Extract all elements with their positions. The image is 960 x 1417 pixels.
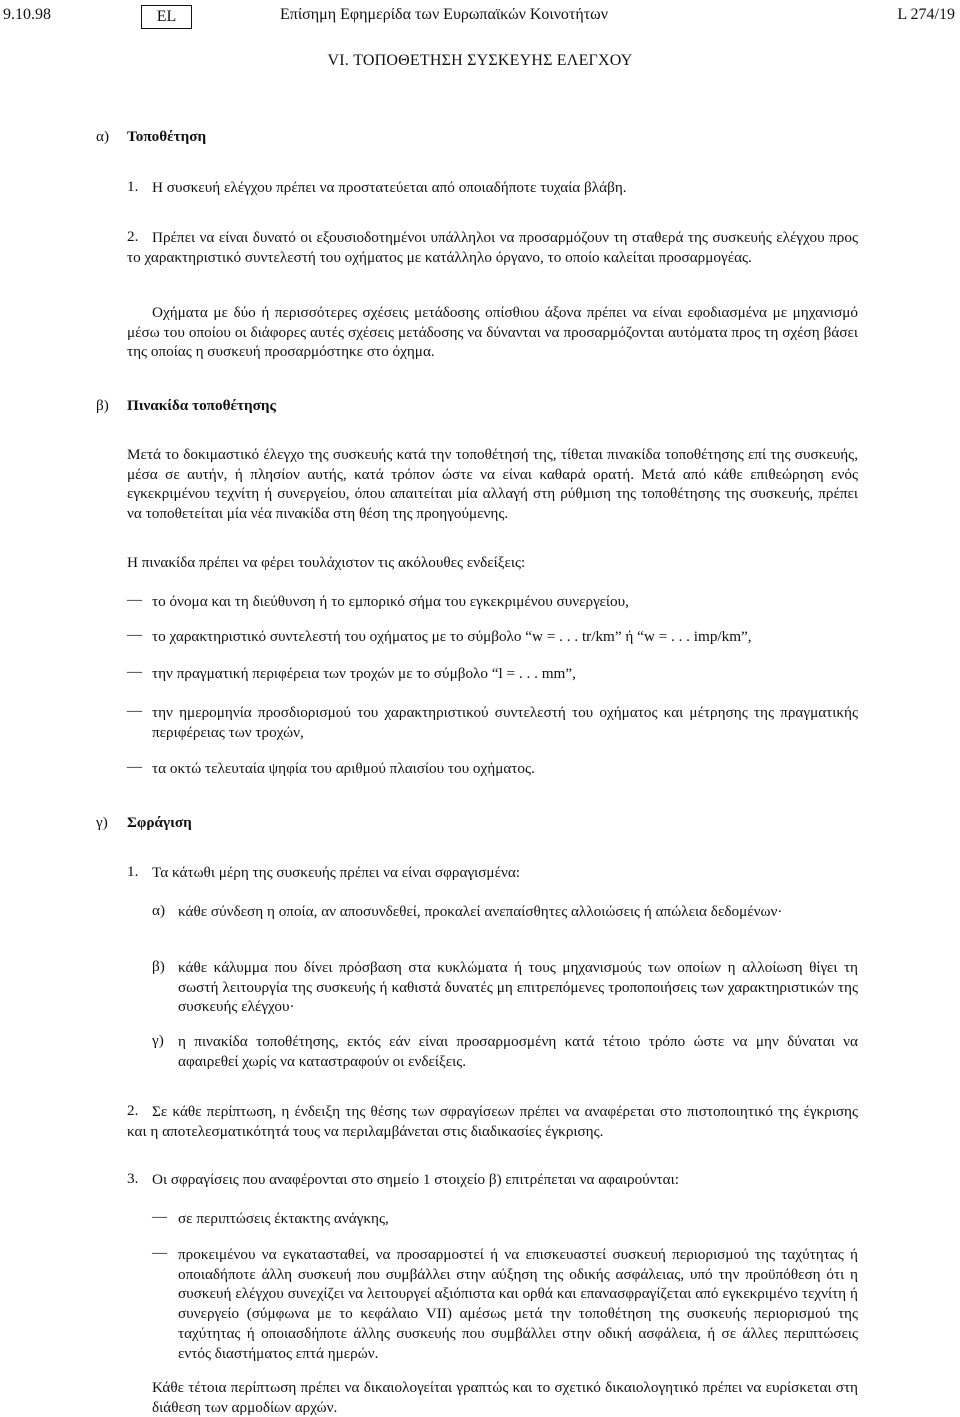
c-sub-a-label: α): [152, 902, 166, 919]
c-item-2-number: 2.: [127, 1102, 139, 1119]
section-b-label: β): [96, 397, 109, 414]
b-item-2-dash: —: [127, 627, 142, 643]
b-item-1: το όνομα και τη διεύθυνση ή το εμπορικό σήμα του εγκεκριμένου συνεργείου,: [152, 593, 629, 610]
c-closing-paragraph: Κάθε τέτοια περίπτωση πρέπει να δικαιολογείται γραπτώς και το σχετικό δικαιολογητικό πρέπει να ευρίσκεται στη διάθεση των αρμοδίων αρχών.: [152, 1379, 858, 1416]
c-item-1-number: 1.: [127, 863, 139, 880]
section-a-label: α): [96, 128, 110, 145]
c-item-3-number: 3.: [127, 1170, 139, 1187]
b-item-4-dash: —: [127, 703, 142, 719]
section-a-heading: Τοποθέτηση: [127, 128, 207, 145]
c-sub-b-label: β): [152, 958, 165, 975]
section-c-heading: Σφράγιση: [127, 814, 192, 831]
publication-date: 9.10.98: [3, 6, 51, 23]
a-item-1-number: 1.: [127, 178, 139, 195]
section-title: VI. ΤΟΠΟΘΕΤΗΣΗ ΣΥΣΚΕΥΗΣ ΕΛΕΓΧΟΥ: [327, 52, 633, 69]
page-reference: L 274/19: [897, 6, 955, 23]
b-item-3-dash: —: [127, 664, 142, 680]
a-item-2-paragraph-2: Οχήματα με δύο ή περισσότερες σχέσεις μετάδοσης οπίσθιου άξονα πρέπει να είναι εφοδιασμένα με μηχανισμό μέσω του οποίου οι διάφορες αυτές σχέσεις μετάδοσης να δύνανται να προσαρμόζονται αυτόματα προς τη σχέση βάσει της οποίας η συσκευή προσαρμόστηκε στο όχημα.: [127, 304, 858, 361]
page-header: [0, 4, 960, 30]
c-item-3-case-2: προκειμένου να εγκατασταθεί, να προσαρμοστεί ή να επισκευαστεί συσκευή περιορισμού της ταχύτητας ή οποιαδήποτε άλλη συσκευή που συμβάλλει στην αύξηση της οδικής ασφάλειας, υπό την προϋπόθεση ότι η συσκευή ελέγχου συνεχίζει να λειτουργεί αξιόπιστα και ορθά και επανασφραγίζεται από εγκεκριμένο τεχνίτη ή συνεργείο (σύμφωνα με το κεφάλαιο VII) αμέσως μετά την τοποθέτηση της συσκευής περιορισμού της ταχύτητας ή οποιασδήποτε άλλης συσκευής που συμβάλλει στην οδική ασφάλεια, ή σε άλλες περιπτώσεις εντός διαστήματος επτά ημερών.: [178, 1246, 858, 1362]
c-item-3-text: Οι σφραγίσεις που αναφέρονται στο σημείο 1 στοιχείο β) επιτρέπεται να αφαιρούνται:: [152, 1171, 679, 1188]
c-item-3-case-1: σε περιπτώσεις έκτακτης ανάγκης,: [178, 1210, 389, 1227]
c-sub-a-text: κάθε σύνδεση η οποία, αν αποσυνδεθεί, προκαλεί ανεπαίσθητες αλλοιώσεις ή απώλεια δεδομένων·: [178, 903, 783, 920]
b-item-5: τα οκτώ τελευταία ψηφία του αριθμού πλαισίου του οχήματος.: [152, 760, 535, 777]
b-item-5-dash: —: [127, 759, 142, 775]
a-item-1-text: Η συσκευή ελέγχου πρέπει να προστατεύεται από οποιαδήποτε τυχαία βλάβη.: [152, 179, 627, 196]
journal-title: Επίσημη Εφημερίδα των Ευρωπαϊκών Κοινοτήτων: [280, 6, 608, 23]
c-sub-c-text: η πινακίδα τοποθέτησης, εκτός εάν είναι προσαρμοσμένη κατά τέτοιο τρόπο ώστε να μην δύναται να αφαιρεθεί χωρίς να καταστραφούν οι ενδείξεις.: [178, 1033, 858, 1070]
c-item-2-text: Σε κάθε περίπτωση, η ένδειξη της θέσης των σφραγίσεων πρέπει να αναφέρεται στο πιστοποιητικό της έγκρισης και η αποτελεσματικότητά τους να περιλαμβάνεται στις διαδικασίες έγκρισης.: [127, 1103, 858, 1140]
section-b-heading: Πινακίδα τοποθέτησης: [127, 397, 276, 414]
c-item-3-dash-2: —: [152, 1245, 167, 1261]
c-item-1-text: Τα κάτωθι μέρη της συσκευής πρέπει να είναι σφραγισμένα:: [152, 864, 520, 881]
b-item-1-dash: —: [127, 592, 142, 608]
b-item-4: την ημερομηνία προσδιορισμού του χαρακτηριστικού συντελεστή του οχήματος και μέτρησης της πραγματικής περιφέρειας των τροχών,: [152, 704, 858, 741]
a-item-2-number: 2.: [127, 228, 139, 245]
b-paragraph-2: Η πινακίδα πρέπει να φέρει τουλάχιστον τις ακόλουθες ενδείξεις:: [127, 554, 526, 571]
c-sub-c-label: γ): [152, 1032, 164, 1049]
b-item-3: την πραγματική περιφέρεια των τροχών με το σύμβολο “l = . . . mm”,: [152, 665, 576, 682]
c-sub-b-text: κάθε κάλυμμα που δίνει πρόσβαση στα κυκλώματα ή τους μηχανισμούς των οποίων η αλλοίωση θίγει τη σωστή λειτουργία της συσκευής ή καθιστά δυνατές μη επιτρεπόμενες τροποποιήσεις των χαρακτηριστικών της συσκευής ελέγχου·: [178, 959, 858, 1016]
b-item-2: το χαρακτηριστικό συντελεστή του οχήματος με το σύμβολο “w = . . . tr/km” ή “w = . . . imp/km”,: [152, 628, 752, 645]
section-c-label: γ): [96, 814, 108, 831]
b-paragraph-1: Μετά το δοκιμαστικό έλεγχο της συσκευής κατά την τοποθέτησή της, τίθεται πινακίδα τοποθέτησης επί της συσκευής, μέσα σε αυτήν, ή πλησίον αυτής, κατά τρόπον ώστε να είναι καθαρά ορατή. Μετά από κάθε επιθεώρηση ενός εγκεκριμένου τεχνίτη ή συνεργείου, όπου απαιτείται μία αλλαγή στη ρύθμιση της τοποθέτησης της συσκευής, πρέπει να τοποθετείται μία νέα πινακίδα στη θέση της προηγούμενης.: [127, 446, 858, 523]
language-badge: EL: [141, 5, 192, 29]
a-item-2-text: Πρέπει να είναι δυνατό οι εξουσιοδοτημένοι υπάλληλοι να προσαρμόζουν τη σταθερά της συσκευής ελέγχου προς το χαρακτηριστικό συντελεστή του οχήματος με κατάλληλο όργανο, το οποίο καλείται προσαρμογέας.: [127, 229, 858, 266]
c-item-3-dash-1: —: [152, 1209, 167, 1225]
